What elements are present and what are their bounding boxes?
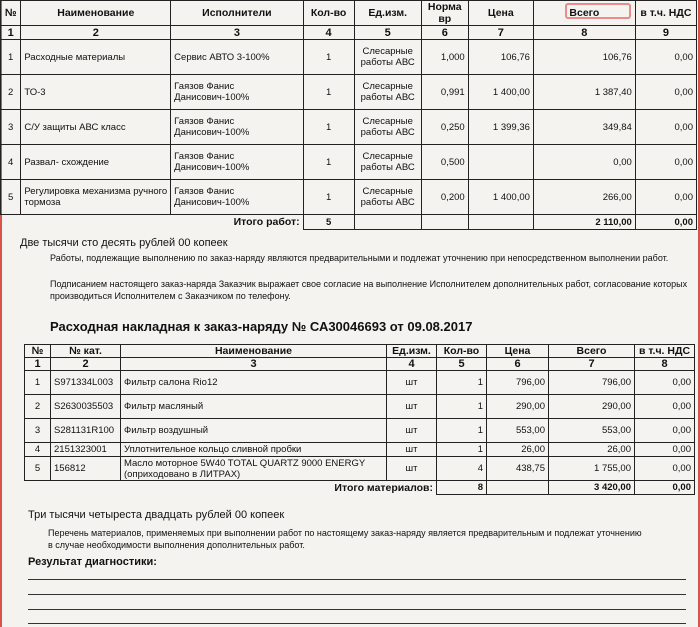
work-col-total: Всего <box>533 1 635 26</box>
cell-name: Уплотнительное кольцо сливной пробки <box>121 443 387 457</box>
diagnostics-line-4 <box>28 623 686 624</box>
work-header-row <box>1 1 697 26</box>
invoice-sum-words: Три тысячи четыреста двадцать рублей 00 копеек <box>28 509 285 521</box>
cell-num: 5 <box>1 180 21 215</box>
inv-colnum-1: 1 <box>25 358 51 371</box>
inv-col-cat: № кат. <box>51 345 121 358</box>
empty-cell <box>487 481 549 495</box>
cell-price: 438,75 <box>487 457 549 481</box>
invoice-table <box>24 344 695 495</box>
diagnostics-line-2 <box>28 594 686 595</box>
work-sum-words: Две тысячи сто десять рублей 00 копеек <box>20 237 228 249</box>
inv-colnum-4: 4 <box>387 358 437 371</box>
work-colnum-5: 5 <box>354 26 421 40</box>
work-number-row <box>1 26 697 40</box>
cell-total: 1 387,40 <box>533 75 635 110</box>
cell-cat: S2630035503 <box>51 395 121 419</box>
diagnostics-label: Результат диагностики: <box>28 556 157 568</box>
cell-vat: 0,00 <box>635 180 696 215</box>
invoice-header-row <box>25 345 695 358</box>
cell-unit: Слесарные работы АВС <box>354 110 421 145</box>
cell-name: Масло моторное 5W40 TOTAL QUARTZ 9000 ENERGY (оприходовано в ЛИТРАХ) <box>121 457 387 481</box>
cell-qty: 1 <box>437 371 487 395</box>
work-summary-label: Итого работ: <box>1 215 304 230</box>
cell-unit: шт <box>387 457 437 481</box>
cell-price: 1 400,00 <box>468 180 533 215</box>
cell-vat: 0,00 <box>635 145 696 180</box>
work-colnum-8: 8 <box>533 26 635 40</box>
work-colnum-7: 7 <box>468 26 533 40</box>
cell-norm: 0,250 <box>421 110 468 145</box>
work-colnum-1: 1 <box>1 26 21 40</box>
work-col-price: Цена <box>468 1 533 26</box>
work-col-vat: в т.ч. НДС <box>635 1 696 26</box>
inv-col-name: Наименование <box>121 345 387 358</box>
cell-qty: 1 <box>437 419 487 443</box>
inv-colnum-2: 2 <box>51 358 121 371</box>
work-summary-total: 2 110,00 <box>533 215 635 230</box>
table-row <box>1 110 697 145</box>
cell-vat: 0,00 <box>635 40 696 75</box>
cell-executor: Сервис АВТО 3-100% <box>171 40 303 75</box>
cell-qty: 1 <box>303 145 354 180</box>
table-row <box>25 419 695 443</box>
invoice-summary-row <box>25 481 695 495</box>
cell-cat: 2151323001 <box>51 443 121 457</box>
cell-total: 290,00 <box>549 395 635 419</box>
inv-colnum-3: 3 <box>121 358 387 371</box>
cell-executor: Гаязов Фанис Данисович-100% <box>171 145 303 180</box>
inv-colnum-6: 6 <box>487 358 549 371</box>
cell-executor: Гаязов Фанис Данисович-100% <box>171 110 303 145</box>
work-table <box>0 0 697 230</box>
cell-vat: 0,00 <box>635 395 695 419</box>
cell-qty: 1 <box>303 110 354 145</box>
invoice-summary-total: 3 420,00 <box>549 481 635 495</box>
inv-col-num: № <box>25 345 51 358</box>
table-row <box>1 75 697 110</box>
cell-vat: 0,00 <box>635 371 695 395</box>
cell-total: 0,00 <box>533 145 635 180</box>
cell-cat: S971334L003 <box>51 371 121 395</box>
work-col-qty: Кол-во <box>303 1 354 26</box>
inv-col-total: Всего <box>549 345 635 358</box>
table-row <box>1 145 697 180</box>
cell-vat: 0,00 <box>635 443 695 457</box>
cell-qty: 4 <box>437 457 487 481</box>
cell-vat: 0,00 <box>635 419 695 443</box>
invoice-summary-label: Итого материалов: <box>25 481 437 495</box>
cell-vat: 0,00 <box>635 457 695 481</box>
inv-col-qty: Кол-во <box>437 345 487 358</box>
work-colnum-4: 4 <box>303 26 354 40</box>
work-col-name: Наименование <box>21 1 171 26</box>
cell-executor: Гаязов Фанис Данисович-100% <box>171 180 303 215</box>
work-summary-row <box>1 215 697 230</box>
cell-unit: шт <box>387 419 437 443</box>
cell-price: 553,00 <box>487 419 549 443</box>
cell-cat: S281131R100 <box>51 419 121 443</box>
diagnostics-line-1 <box>28 579 686 580</box>
work-colnum-3: 3 <box>171 26 303 40</box>
cell-price: 26,00 <box>487 443 549 457</box>
cell-price: 1 400,00 <box>468 75 533 110</box>
inv-colnum-7: 7 <box>549 358 635 371</box>
empty-cell <box>354 215 421 230</box>
cell-price: 290,00 <box>487 395 549 419</box>
cell-cat: 156812 <box>51 457 121 481</box>
cell-unit: шт <box>387 395 437 419</box>
cell-name: Расходные материалы <box>21 40 171 75</box>
cell-norm: 1,000 <box>421 40 468 75</box>
cell-total: 26,00 <box>549 443 635 457</box>
cell-name: Фильтр масляный <box>121 395 387 419</box>
invoice-number-row <box>25 358 695 371</box>
work-colnum-6: 6 <box>421 26 468 40</box>
cell-total: 266,00 <box>533 180 635 215</box>
cell-norm: 0,500 <box>421 145 468 180</box>
cell-total: 553,00 <box>549 419 635 443</box>
cell-price: 1 399,36 <box>468 110 533 145</box>
cell-name: С/У защиты АВС класс <box>21 110 171 145</box>
work-summary-qty: 5 <box>303 215 354 230</box>
cell-total: 349,84 <box>533 110 635 145</box>
cell-name: Развал- схождение <box>21 145 171 180</box>
cell-qty: 1 <box>303 75 354 110</box>
cell-vat: 0,00 <box>635 110 696 145</box>
cell-unit: Слесарные работы АВС <box>354 180 421 215</box>
work-col-executor: Исполнители <box>171 1 303 26</box>
invoice-summary-vat: 0,00 <box>635 481 695 495</box>
table-row <box>1 40 697 75</box>
cell-qty: 1 <box>303 180 354 215</box>
empty-cell <box>468 215 533 230</box>
cell-norm: 0,991 <box>421 75 468 110</box>
inv-col-price: Цена <box>487 345 549 358</box>
cell-unit: шт <box>387 443 437 457</box>
cell-unit: Слесарные работы АВС <box>354 145 421 180</box>
cell-num: 4 <box>1 145 21 180</box>
cell-qty: 1 <box>437 443 487 457</box>
table-row <box>1 180 697 215</box>
cell-total: 796,00 <box>549 371 635 395</box>
work-note-1: Работы, подлежащие выполнению по заказ-наряду являются предварительными и подлежат уточнению при непосредственном выполнении работ. <box>50 253 669 263</box>
inv-col-unit: Ед.изм. <box>387 345 437 358</box>
cell-norm: 0,200 <box>421 180 468 215</box>
cell-total: 106,76 <box>533 40 635 75</box>
cell-name: Фильтр воздушный <box>121 419 387 443</box>
invoice-title: Расходная накладная к заказ-наряду № СА30046693 от 09.08.2017 <box>50 319 473 334</box>
inv-colnum-5: 5 <box>437 358 487 371</box>
cell-qty: 1 <box>437 395 487 419</box>
invoice-note: Перечень материалов, применяемых при выполнении работ по настоящему заказ-наряду является предварительным и подлежат уточнению в случае необходимости выполнения дополнительных работ. <box>48 528 642 550</box>
work-note-2: Подписанием настоящего заказ-наряда Заказчик выражает свое согласие на выполнение Исполнителем дополнительных работ, согласование которых производиться Исполнителем с Заказчиком по телефону. <box>50 279 688 301</box>
cell-price <box>468 145 533 180</box>
cell-num: 2 <box>1 75 21 110</box>
cell-unit: шт <box>387 371 437 395</box>
diagnostics-line-3 <box>28 609 686 610</box>
cell-num: 4 <box>25 443 51 457</box>
table-row <box>25 395 695 419</box>
work-col-unit: Ед.изм. <box>354 1 421 26</box>
work-summary-vat: 0,00 <box>635 215 696 230</box>
cell-num: 5 <box>25 457 51 481</box>
work-col-num: № <box>1 1 21 26</box>
cell-num: 3 <box>1 110 21 145</box>
table-row <box>25 371 695 395</box>
cell-num: 2 <box>25 395 51 419</box>
cell-executor: Гаязов Фанис Данисович-100% <box>171 75 303 110</box>
cell-price: 796,00 <box>487 371 549 395</box>
cell-total: 1 755,00 <box>549 457 635 481</box>
cell-name: Фильтр салона Rio12 <box>121 371 387 395</box>
empty-cell <box>421 215 468 230</box>
cell-unit: Слесарные работы АВС <box>354 75 421 110</box>
inv-colnum-8: 8 <box>635 358 695 371</box>
cell-name: ТО-3 <box>21 75 171 110</box>
table-row <box>25 443 695 457</box>
cell-num: 3 <box>25 419 51 443</box>
cell-name: Регулировка механизма ручного тормоза <box>21 180 171 215</box>
cell-unit: Слесарные работы АВС <box>354 40 421 75</box>
work-colnum-2: 2 <box>21 26 171 40</box>
work-col-norm: Норма вр <box>421 1 468 26</box>
cell-vat: 0,00 <box>635 75 696 110</box>
cell-num: 1 <box>1 40 21 75</box>
invoice-summary-qty: 8 <box>437 481 487 495</box>
table-row <box>25 457 695 481</box>
cell-num: 1 <box>25 371 51 395</box>
inv-col-vat: в т.ч. НДС <box>635 345 695 358</box>
cell-price: 106,76 <box>468 40 533 75</box>
work-colnum-9: 9 <box>635 26 696 40</box>
cell-qty: 1 <box>303 40 354 75</box>
